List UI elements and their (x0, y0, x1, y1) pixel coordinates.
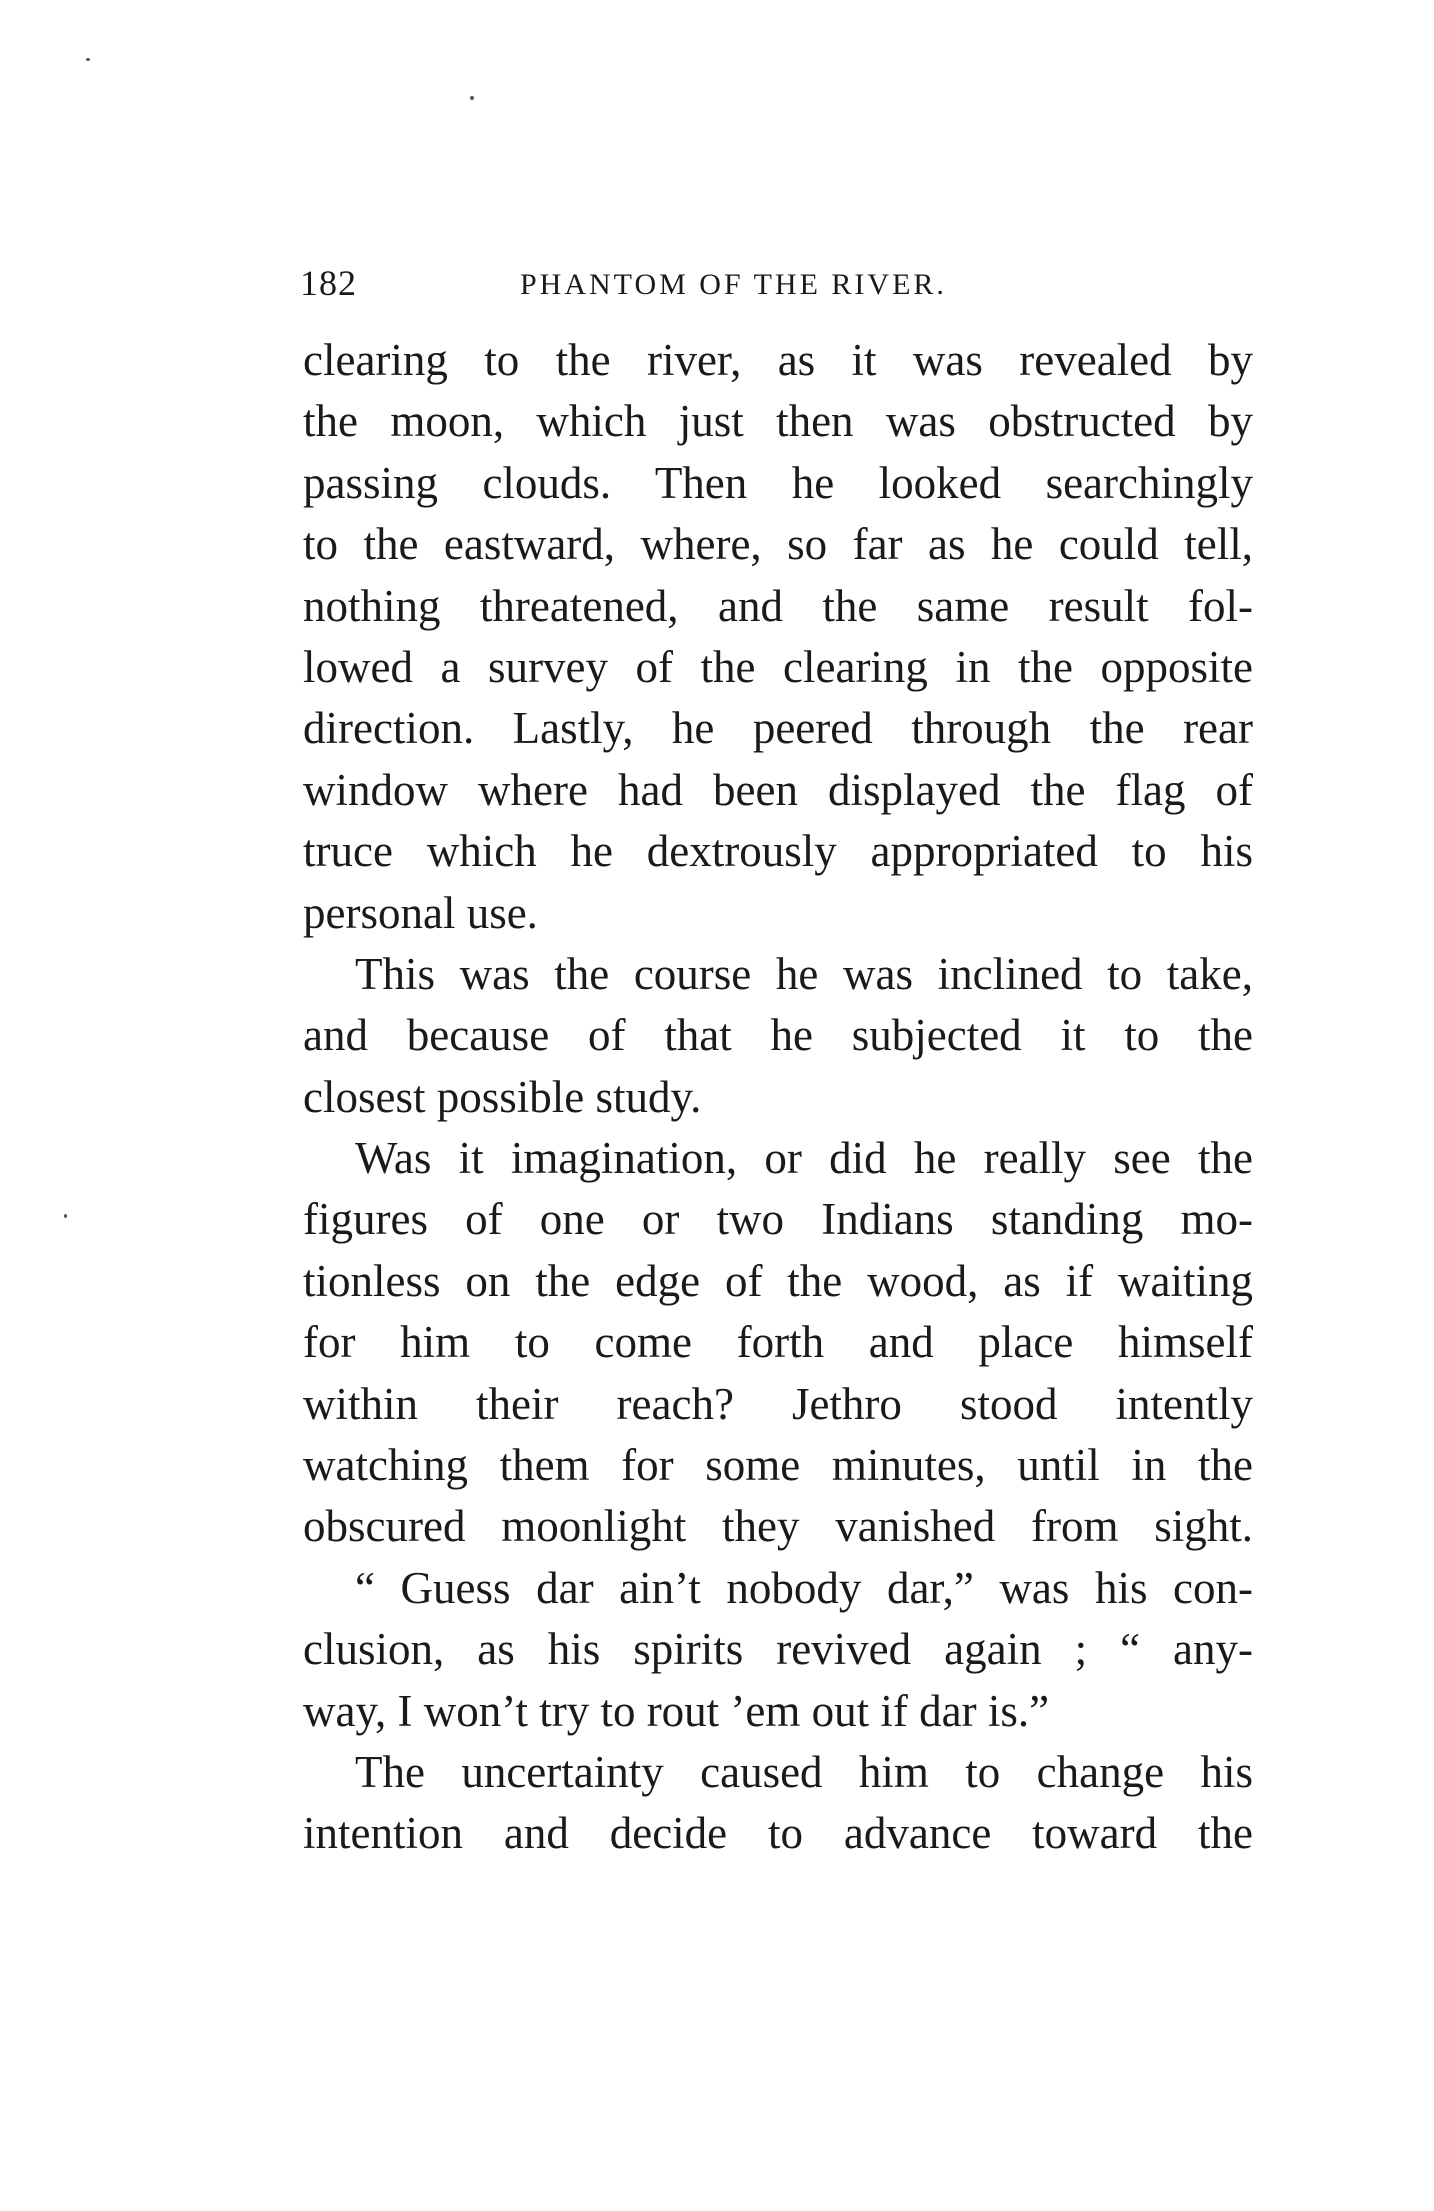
scan-speck (86, 58, 90, 61)
scan-speck (64, 1214, 67, 1218)
text-line: The uncertainty caused him to change his (355, 1746, 1253, 1797)
text-line: and because of that he subjected it to the (303, 1010, 1253, 1061)
text-line: truce which he dextrously appropriated to his (303, 826, 1253, 877)
text-line: tionless on the edge of the wood, as if waiting (303, 1255, 1253, 1306)
text-line: within their reach? Jethro stood intently (303, 1378, 1253, 1429)
text-line: clearing to the river, as it was revealed by (303, 335, 1253, 385)
text-line: for him to come forth and place himself (303, 1317, 1253, 1368)
text-line: obscured moonlight they vanished from sight. (303, 1501, 1253, 1552)
text-line: “ Guess dar ain’t nobody dar,” was his con- (355, 1562, 1253, 1613)
text-line: figures of one or two Indians standing mo- (303, 1194, 1253, 1245)
text-line: to the eastward, where, so far as he could tell, (303, 519, 1253, 570)
text-line: watching them for some minutes, until in the (303, 1440, 1253, 1491)
text-line: intention and decide to advance toward the (303, 1808, 1253, 1859)
text-line: lowed a survey of the clearing in the opposite (303, 641, 1253, 692)
text-line: passing clouds. Then he looked searchingly (303, 457, 1253, 508)
page-number: 182 (300, 263, 357, 303)
text-line: closest possible study. (303, 1071, 702, 1122)
body-text (303, 330, 1253, 1865)
text-line: nothing threatened, and the same result fol- (303, 580, 1253, 631)
page-header (300, 262, 1250, 312)
text-line: direction. Lastly, he peered through the rear (303, 703, 1253, 754)
text-line: window where had been displayed the flag of (303, 764, 1253, 815)
text-line: the moon, which just then was obstructed by (303, 396, 1253, 447)
text-line: Was it imagination, or did he really see the (355, 1133, 1253, 1184)
text-line: clusion, as his spirits revived again ; “ any- (303, 1624, 1253, 1675)
text-line: This was the course he was inclined to take, (355, 948, 1253, 999)
running-head: PHANTOM OF THE RIVER. (520, 268, 947, 301)
scan-speck (470, 96, 474, 100)
text-line: way, I won’t try to rout ’em out if dar is.” (303, 1685, 1050, 1736)
text-line: personal use. (303, 887, 538, 938)
